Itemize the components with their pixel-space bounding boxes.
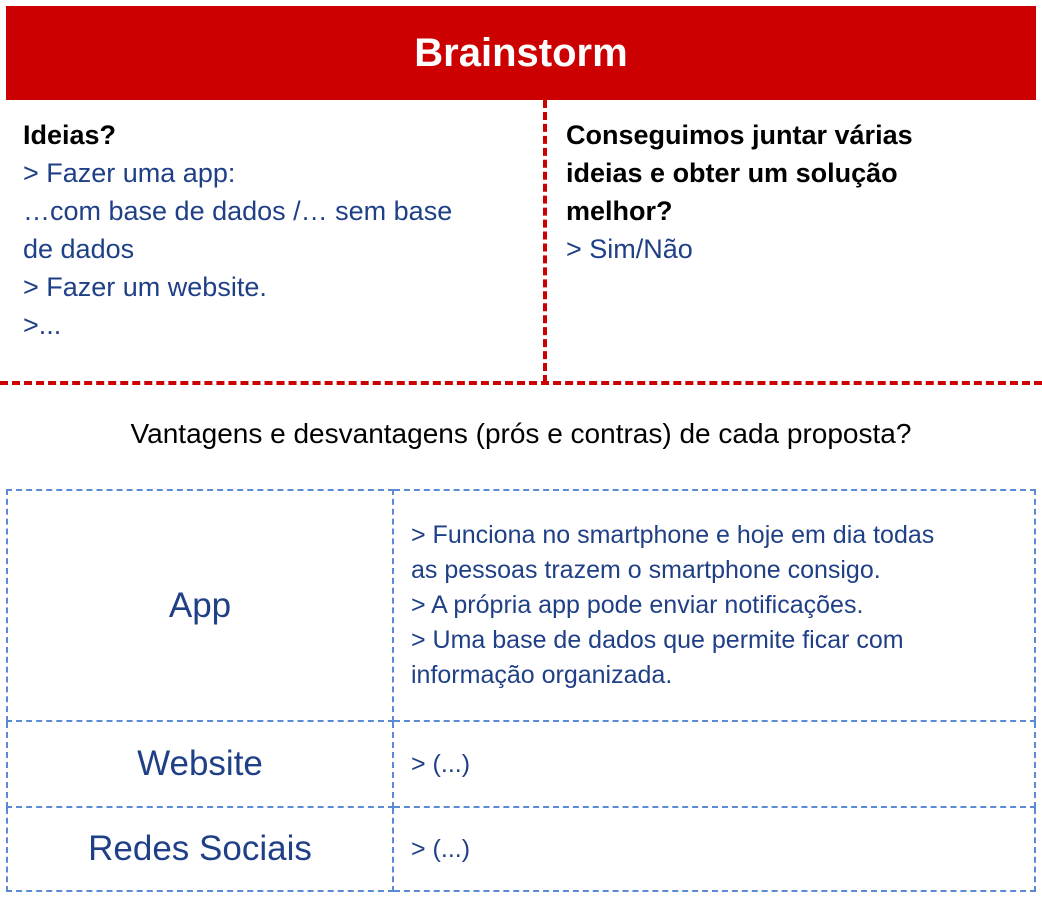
page-title: Brainstorm — [414, 30, 628, 75]
header-banner — [6, 6, 1036, 100]
row-description — [393, 490, 1035, 721]
description-line: > Funciona no smartphone e hoje em dia todas — [411, 521, 935, 549]
ideas-title: Ideias? — [23, 120, 117, 150]
description-line: > A própria app pode enviar notificações. — [411, 591, 864, 619]
table-row — [7, 721, 1035, 807]
section-subtitle: Vantagens e desvantagens (prós e contras) de cada proposta? — [130, 418, 912, 449]
row-label: Redes Sociais — [7, 807, 393, 891]
description-line: > (...) — [411, 749, 471, 778]
table-row — [7, 807, 1035, 891]
row-label: App — [7, 490, 393, 721]
description-line: > (...) — [411, 834, 471, 863]
horizontal-divider — [0, 381, 1042, 385]
combine-section — [566, 116, 1026, 268]
row-label: Website — [7, 721, 393, 807]
table-row — [7, 490, 1035, 721]
ideas-line: de dados — [23, 234, 135, 264]
description-line: informação organizada. — [411, 661, 673, 689]
ideas-line: >... — [23, 310, 62, 340]
ideas-line: …com base de dados /… sem base — [23, 196, 453, 226]
ideas-section — [23, 116, 533, 344]
row-description — [393, 721, 1035, 807]
description-line: as pessoas trazem o smartphone consigo. — [411, 556, 881, 584]
row-description — [393, 807, 1035, 891]
ideas-line: > Fazer uma app: — [23, 158, 236, 188]
combine-answer: > Sim/Não — [566, 234, 693, 264]
vertical-divider — [543, 100, 547, 383]
combine-title-line: Conseguimos juntar várias — [566, 120, 913, 150]
description-line: > Uma base de dados que permite ficar com — [411, 626, 904, 654]
combine-title-line: melhor? — [566, 196, 673, 226]
combine-title-line: ideias e obter um solução — [566, 158, 898, 188]
ideas-line: > Fazer um website. — [23, 272, 267, 302]
pros-cons-table — [6, 489, 1036, 892]
